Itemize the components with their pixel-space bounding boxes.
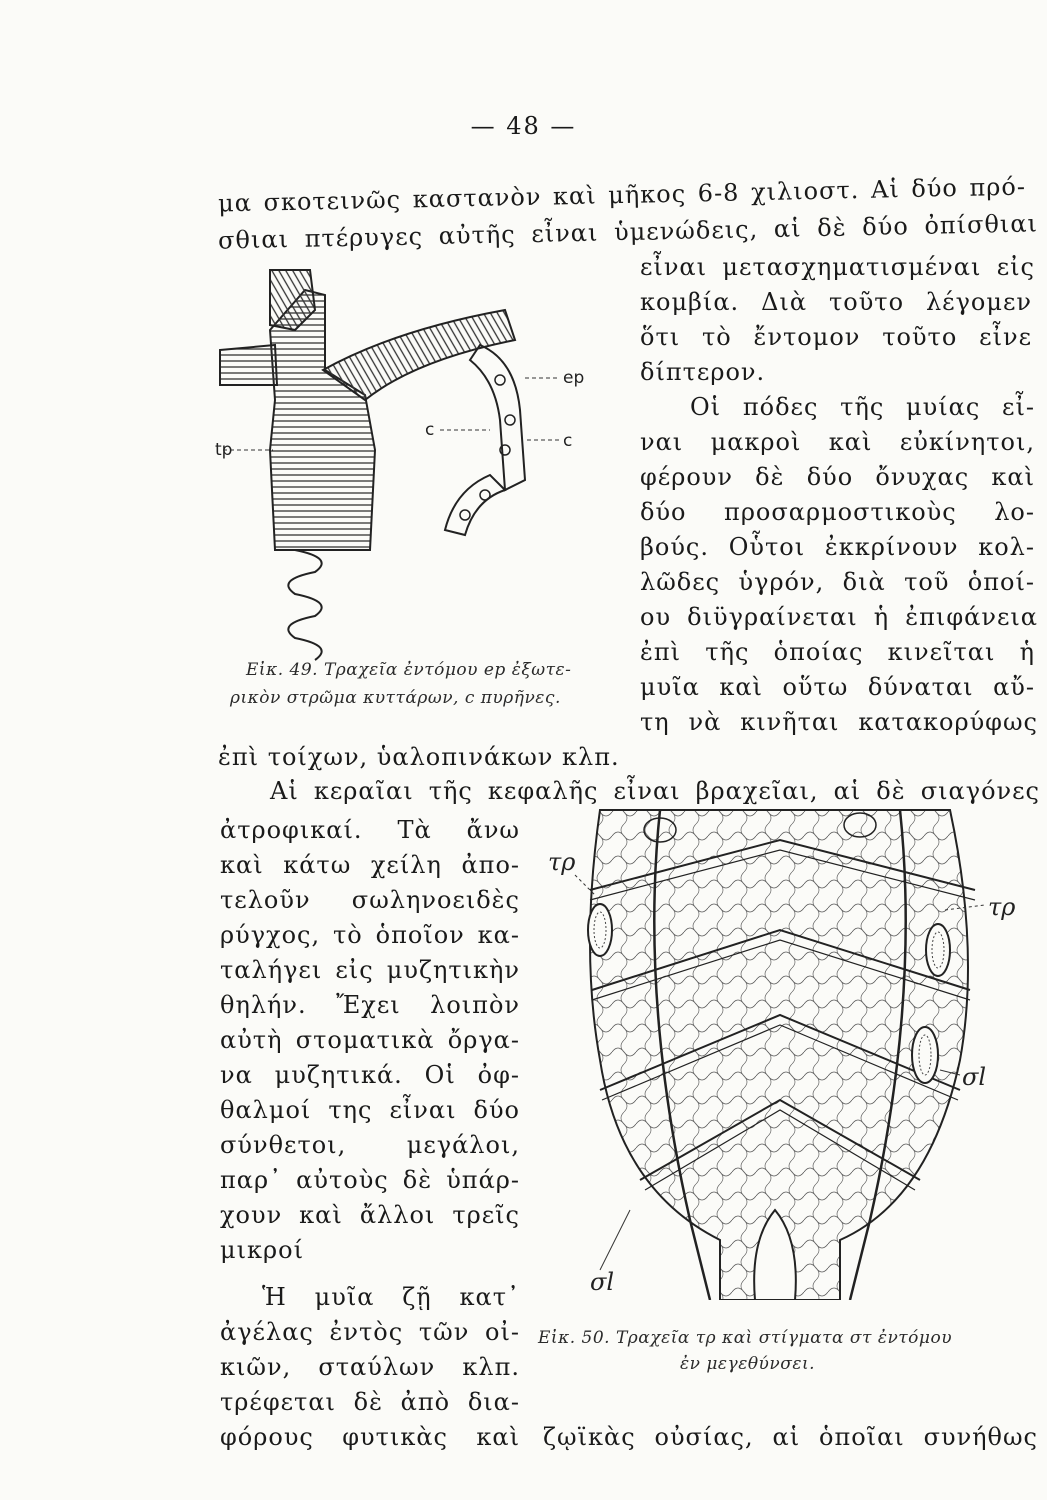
label-tp-right: τρ <box>988 893 1016 921</box>
body-line: Οἱ πόδες τῆς μυίας εἶ- <box>690 393 1035 421</box>
body-line: ταλήγει εἰς μυζητικὴν <box>220 956 520 984</box>
label-c-left: c <box>425 420 435 440</box>
body-line: κιῶν, σταύλων κλπ. <box>220 1353 520 1381</box>
body-line: ἐπὶ τῆς ὁποίας κινεῖται ἡ <box>640 638 1035 666</box>
body-line: ζῳϊκὰς οὐσίας, αἱ ὁποῖαι συνήθως <box>543 1423 1038 1451</box>
label-tp: tp <box>215 440 233 460</box>
label-st-right: σl <box>962 1063 987 1091</box>
body-line: Αἱ κεραῖαι τῆς κεφαλῆς εἶναι βραχεῖαι, αἱ δὲ σιαγόνες <box>270 777 1040 805</box>
label-c-right: c <box>563 431 573 451</box>
body-line: ἐπὶ τοίχων, ὑαλοπινάκων κλπ. <box>218 743 620 771</box>
body-line: θαλμοί της εἶναι δύο <box>220 1096 520 1124</box>
body-line: μικροί <box>220 1236 304 1264</box>
body-line: χουν καὶ ἄλλοι τρεῖς <box>220 1201 520 1229</box>
body-line: μα σκοτεινῶς καστανὸν καὶ μῆκος 6-8 χιλιοστ. Αἱ δύο πρό- <box>217 172 1027 218</box>
body-line: ρύγχος, τὸ ὁποῖον κα- <box>220 921 520 949</box>
body-line: κομβία. Διὰ τοῦτο λέγομεν <box>640 288 1032 316</box>
body-line: φέρουν δὲ δύο ὄνυχας καὶ <box>640 463 1035 491</box>
insect-tracheae-figure-50 <box>540 800 1030 1300</box>
body-line: θηλήν. Ἔχει λοιπὸν <box>220 991 520 1019</box>
label-ep: ep <box>563 368 585 388</box>
body-line: βούς. Οὗτοι ἐκκρίνουν κολ- <box>640 533 1035 561</box>
body-line: καὶ κάτω χείλη ἀπο- <box>220 851 520 879</box>
body-line: λῶδες ὑγρόν, διὰ τοῦ ὁποί- <box>640 568 1035 596</box>
figure-50-caption: Εἰκ. 50. Τραχεῖα τρ καὶ στίγματα στ ἐντόμου <box>538 1328 953 1348</box>
body-line: τρέφεται δὲ ἀπὸ δια- <box>220 1388 520 1416</box>
body-line: μυῖα καὶ οὕτω δύναται αὔ- <box>640 673 1035 701</box>
body-line: τελοῦν σωληνοειδὲς <box>220 886 520 914</box>
body-line: ἀτροφικαί. Τὰ ἄνω <box>220 816 520 844</box>
figure-49-caption: Εἰκ. 49. Τραχεῖα ἐντόμου ep ἐξωτε- <box>246 660 572 680</box>
body-line: τη νὰ κινῆται κατακορύφως <box>640 708 1038 736</box>
body-line: ναι μακροὶ καὶ εὐκίνητοι, <box>640 428 1035 456</box>
body-line: Ἡ μυῖα ζῇ κατ᾽ <box>262 1283 520 1311</box>
body-line: ἀγέλας ἐντὸς τῶν οἰ- <box>220 1318 520 1346</box>
body-line: να μυζητικά. Οἱ ὀφ- <box>220 1061 520 1089</box>
trachea-figure-49 <box>215 250 615 670</box>
body-line: σθιαι πτέρυγες αὐτῆς εἶναι ὑμενώδεις, αἱ δὲ δύο ὀπίσθιαι <box>217 209 1039 255</box>
body-line: δίπτερον. <box>640 358 766 386</box>
label-st-left: σl <box>590 1268 615 1296</box>
body-line: αὐτὴ στοματικὰ ὄργα- <box>220 1026 520 1054</box>
figure-50-caption: ἐν μεγεθύνσει. <box>680 1354 816 1374</box>
body-line: σύνθετοι, μεγάλοι, <box>220 1131 520 1159</box>
body-line: εἶναι μετασχηματισμέναι εἰς <box>640 253 1035 281</box>
body-line: ὅτι τὸ ἔντομον τοῦτο εἶνε <box>640 323 1032 351</box>
page-number: — 48 — <box>470 112 577 140</box>
body-line: φόρους φυτικὰς καὶ <box>220 1423 520 1451</box>
label-tp-left: τρ <box>548 848 576 876</box>
body-line: δύο προσαρμοστικοὺς λο- <box>640 498 1035 526</box>
body-line: παρ᾽ αὐτοὺς δὲ ὑπάρ- <box>220 1166 520 1194</box>
body-line: ου διϋγραίνεται ἡ ἐπιφάνεια <box>640 603 1038 631</box>
figure-49-caption: ρικὸν στρῶμα κυττάρων, c πυρῆνες. <box>230 688 561 708</box>
